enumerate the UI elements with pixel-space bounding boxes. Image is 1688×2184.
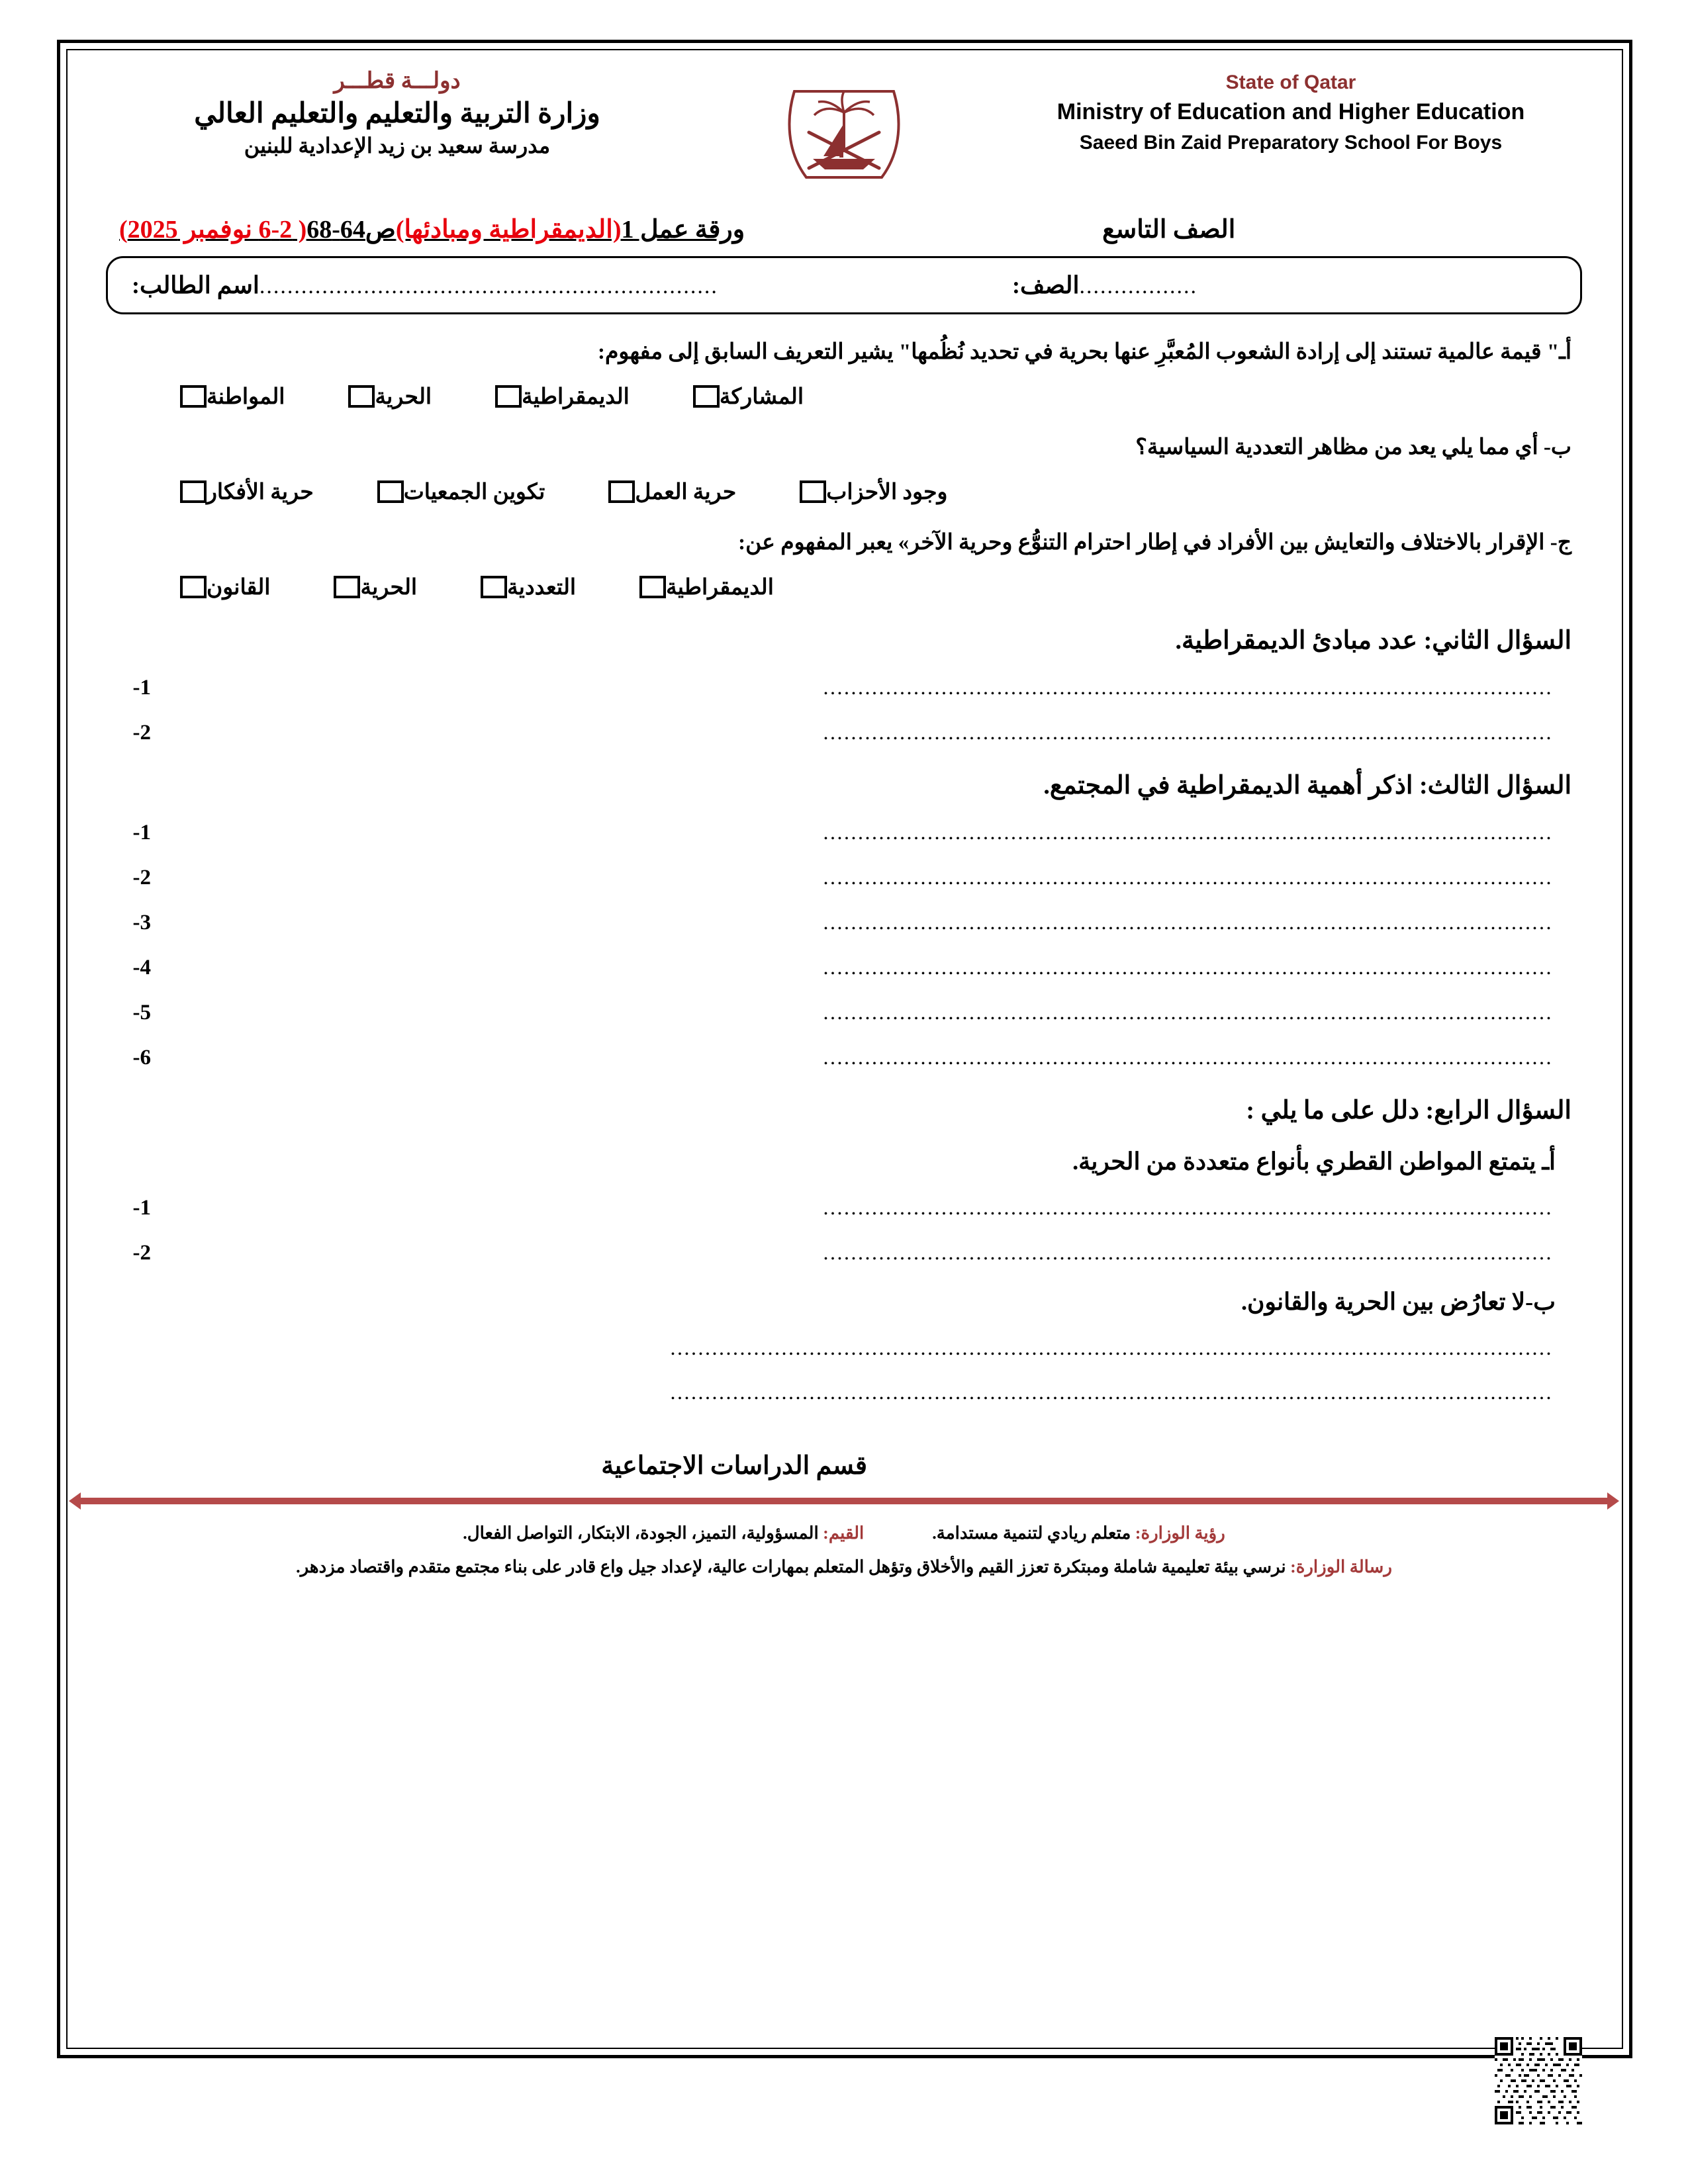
checkbox-icon[interactable] [800,480,826,503]
ministry-name-ar: وزارة التربية والتعليم والتعليم العالي [194,98,600,129]
country-name-ar: دولـــة قطـــر [334,69,461,93]
q4a-answer-line-1[interactable] [117,1195,1571,1220]
q1b-options [117,478,1571,505]
student-name-field[interactable] [132,271,1012,299]
ministry-name-en: Ministry of Education and Higher Education [1056,99,1525,124]
question-two-block [79,625,1609,745]
q2-heading: السؤال الثاني: عدد مبادئ الديمقراطية. [1175,626,1571,655]
class-blank: ................. [1079,274,1197,298]
header-arabic-block [106,68,688,160]
option-label: الديمقراطية [522,385,630,409]
q3-answer-line-5[interactable] [117,1000,1571,1025]
q2-answer-line-2[interactable] [117,720,1571,745]
q1c-options [117,574,1571,600]
checkbox-icon[interactable] [481,576,507,598]
q1a-option-1[interactable] [168,383,285,410]
answer-number: 1- [132,675,151,700]
footer-vision-values [79,1520,1609,1546]
q1b-option-4[interactable] [788,478,947,505]
answer-blank: ......................................................................................................... [823,674,1553,699]
q1a-options [117,383,1571,410]
option-label: حرية العمل [635,480,737,504]
page-title [119,214,745,244]
student-name-blank: .................................................................. [259,274,718,298]
answer-number: 4- [132,955,151,979]
answer-number: 2- [132,720,151,745]
option-label: الديمقراطية [666,575,774,600]
answer-number: 2- [132,865,151,889]
values-text: المسؤولية، التميز، الجودة، الابتكار، التواصل الفعال. [463,1523,819,1543]
vision-label: رؤية الوزارة: [1135,1523,1225,1543]
title-topic: (الديمقراطية ومبادئها) [395,216,622,244]
q1a-stem: أـ" قيمة عالمية تستند إلى إرادة الشعوب المُعبَّرِ عنها بحرية في تحديد نُظُمها" يشير التعريف السابق إلى مفهوم: [597,340,1571,364]
q1c-option-4[interactable] [628,574,774,600]
checkbox-icon[interactable] [334,576,360,598]
class-label: الصف: [1012,272,1080,298]
question-three-block [79,770,1609,1070]
footer-mission [79,1554,1609,1580]
q1c-stem: ج- الإقرار بالاختلاف والتعايش بين الأفراد في إطار احترام التنوُّع وحرية الآخر» يعبر المفهوم عن: [738,530,1571,555]
answer-blank: ......................................................................................................... [823,864,1553,889]
q4-sub-b: ب-لا تعارُض بين الحرية والقانون. [1241,1288,1556,1315]
q1a-option-4[interactable] [681,383,804,410]
qr-code [1495,2037,1582,2124]
q3-answer-line-2[interactable] [117,865,1571,890]
q1a-option-3[interactable] [483,383,630,410]
checkbox-icon[interactable] [693,385,720,408]
checkbox-icon[interactable] [639,576,666,598]
checkbox-icon[interactable] [377,480,404,503]
student-name-label: اسم الطالب: [132,272,259,298]
worksheet-title-row [79,204,1609,244]
checkbox-icon[interactable] [495,385,522,408]
class-field[interactable] [1012,271,1423,299]
document-header [79,53,1609,204]
answer-number: 2- [132,1240,151,1265]
question-four-block [79,1095,1609,1404]
separator-bar [79,1498,1609,1504]
option-label: المشاركة [719,385,804,409]
title-dates: ( 2-6 نوفمبر 2025) [119,216,307,244]
q1b-option-1[interactable] [168,478,314,505]
answer-blank: ......................................................................................................... [823,1044,1553,1069]
q3-answer-line-1[interactable] [117,820,1571,845]
option-label: الحرية [360,575,418,600]
q1b-stem: ب- أي مما يلي يعد من مظاهر التعددية السياسية؟ [1135,435,1571,459]
answer-number: 5- [132,1000,151,1024]
option-label: التعددية [507,575,577,600]
footer-separator [79,1492,1609,1510]
q4-sub-a: أـ يتمتع المواطن القطري بأنواع متعددة من الحرية. [1072,1148,1556,1175]
qatar-ministry-emblem-icon [765,68,923,204]
option-label: الحرية [375,385,432,409]
option-label: حرية الأفكار [207,480,314,504]
q3-answer-line-4[interactable] [117,955,1571,980]
option-label: القانون [207,575,271,600]
vision-text: متعلم ريادي لتنمية مستدامة. [932,1523,1131,1543]
q1c-option-1[interactable] [168,574,270,600]
answer-blank: ......................................................................................................... [823,999,1553,1024]
q1b-option-2[interactable] [365,478,545,505]
q1b-option-3[interactable] [596,478,736,505]
title-pages: ص64-68 [306,216,396,244]
checkbox-icon[interactable] [180,385,207,408]
page-content [79,53,1609,2038]
q4-heading: السؤال الرابع: دلل على ما يلي : [1246,1096,1571,1124]
answer-number: 1- [132,1195,151,1220]
answer-number: 1- [132,820,151,844]
header-english-block [1000,68,1582,158]
mission-label: رسالة الوزارة: [1290,1557,1392,1576]
checkbox-icon[interactable] [348,385,375,408]
q3-answer-line-3[interactable] [117,910,1571,935]
answer-blank: ............................................................................................................................... [670,1335,1553,1359]
student-info-box [106,256,1582,314]
checkbox-icon[interactable] [180,576,207,598]
answer-blank: ......................................................................................................... [823,954,1553,979]
q1a-option-2[interactable] [336,383,432,410]
answer-number: 6- [132,1045,151,1069]
mission-text: نرسي بيئة تعليمية شاملة ومبتكرة تعزز القيم والأخلاق وتؤهل المتعلم بمهارات عالية، لإعداد جيل واع قادر على بناء مجتمع متقدم واقتصاد مزدهر. [296,1557,1286,1576]
checkbox-icon[interactable] [180,480,207,503]
q3-answer-line-6[interactable] [117,1045,1571,1070]
option-label: تكوين الجمعيات [403,480,545,504]
question-one-block [79,337,1609,600]
department-name: قسم الدراسات الاجتماعية [601,1451,867,1480]
q1c-option-2[interactable] [322,574,417,600]
answer-blank: ............................................................................................................................... [670,1379,1553,1404]
answer-blank: ......................................................................................................... [823,719,1553,744]
school-name-en: Saeed Bin Zaid Preparatory School For Boys [1079,131,1503,154]
values-label: القيم: [823,1523,865,1543]
separator-arrow-right-icon [1607,1492,1619,1510]
q1c-option-3[interactable] [469,574,576,600]
grade-label: الصف التاسع [1102,216,1236,244]
country-name-en: State of Qatar [1225,71,1356,93]
title-prefix: ورقة عمل 1 [621,216,745,244]
option-label: المواطنة [207,385,285,409]
school-name-ar: مدرسة سعيد بن زيد الإعدادية للبنين [244,134,551,158]
answer-blank: ......................................................................................................... [823,819,1553,844]
answer-blank: ......................................................................................................... [823,1195,1553,1219]
checkbox-icon[interactable] [608,480,635,503]
q4a-answer-line-2[interactable] [117,1240,1571,1265]
q4b-answer-line-1[interactable] [117,1336,1571,1360]
answer-blank: ......................................................................................................... [823,1240,1553,1264]
answer-number: 3- [132,910,151,934]
answer-blank: ......................................................................................................... [823,909,1553,934]
q4b-answer-line-2[interactable] [117,1380,1571,1404]
option-label: وجود الأحزاب [826,480,948,504]
q2-answer-line-1[interactable] [117,675,1571,700]
q3-heading: السؤال الثالث: اذكر أهمية الديمقراطية في المجتمع. [1043,771,1571,799]
